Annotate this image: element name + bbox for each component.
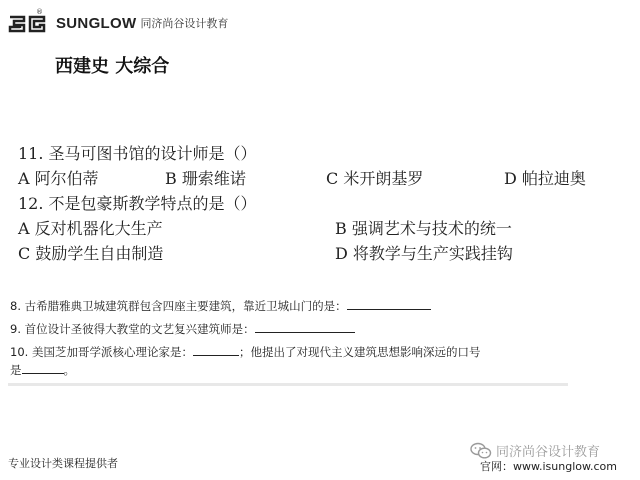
footer-tagline: 专业设计类课程提供者 <box>8 457 118 470</box>
q12-option-d: D 将教学与生产实践挂钩 <box>335 244 513 263</box>
question-12: 12. 不是包豪斯教学特点的是（） <box>18 194 257 213</box>
fill-question-10-cont <box>10 361 75 378</box>
fill-question-10-end: 。 <box>63 363 75 377</box>
fill-question-10-text-3: 是 <box>10 363 22 377</box>
cut-off-text-row <box>8 383 568 386</box>
answer-blank <box>347 297 431 310</box>
brand-subtitle: 同济尚谷设计教育 <box>140 17 229 30</box>
q12-option-a: A 反对机器化大生产 <box>18 219 163 238</box>
fill-question-8-text: 8. 古希腊雅典卫城建筑群包含四座主要建筑，靠近卫城山门的是： <box>10 299 347 313</box>
sunglow-logo-icon <box>8 13 52 33</box>
watermark-text: 同济尚谷设计教育 <box>496 445 601 460</box>
registered-mark: ® <box>36 8 43 16</box>
fill-question-10-text: 10. 美国芝加哥学派核心理论家是： <box>10 345 193 359</box>
answer-blank <box>22 361 64 374</box>
q11-option-b: B 珊索维诺 <box>165 169 246 188</box>
q11-option-d: D 帕拉迪奥 <box>504 169 586 188</box>
q11-option-a: A 阿尔伯蒂 <box>18 169 99 188</box>
answer-blank <box>193 343 239 356</box>
q12-option-b: B 强调艺术与技术的统一 <box>335 219 512 238</box>
brand-name: SUNGLOW <box>56 14 137 32</box>
slide-title: 西建史 大综合 <box>55 56 170 77</box>
fill-question-10 <box>10 343 480 360</box>
q11-option-c: C 米开朗基罗 <box>326 169 424 188</box>
q12-option-c: C 鼓励学生自由制造 <box>18 244 164 263</box>
fill-question-10-text-2: ；他提出了对现代主义建筑思想影响深远的口号 <box>238 345 481 359</box>
answer-blank <box>255 320 355 333</box>
wechat-icon <box>470 442 492 460</box>
fill-question-9-text: 9. 首位设计圣彼得大教堂的文艺复兴建筑师是： <box>10 322 255 336</box>
fill-question-9 <box>10 320 355 337</box>
footer-website: 官网：www.isunglow.com <box>480 460 617 473</box>
fill-question-8 <box>10 297 431 314</box>
question-11: 11. 圣马可图书馆的设计师是（） <box>18 144 257 163</box>
